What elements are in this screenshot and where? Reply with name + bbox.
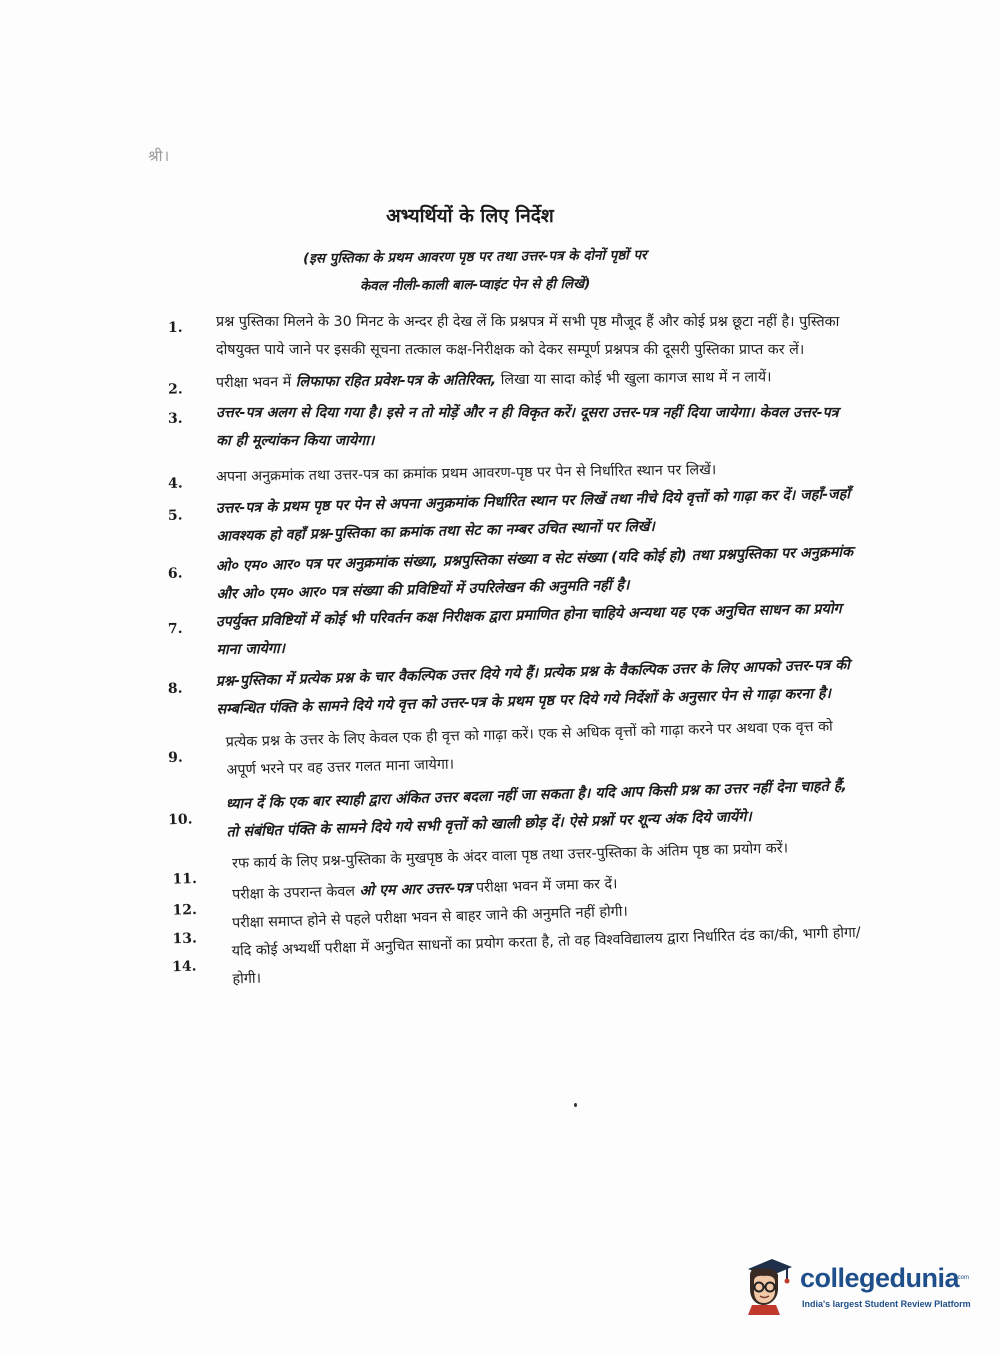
instruction-text-part: परीक्षा के उपरान्त केवल — [231, 883, 360, 903]
brand-tagline: India's largest Student Review Platform — [802, 1299, 971, 1309]
instruction-number: 11. — [172, 870, 198, 888]
instruction-number: 9. — [167, 749, 183, 767]
instruction-item-2 — [168, 362, 858, 397]
instruction-text-part: लिखा या सादा कोई भी खुला कागज साथ में न लायें। — [496, 369, 772, 389]
mascot-icon — [742, 1255, 794, 1315]
ink-speck — [574, 1103, 577, 1107]
brand-name: collegedunia — [800, 1263, 960, 1293]
instruction-text-emphasis: लिफाफा रहित प्रवेश-पत्र के अतिरिक्त, — [295, 372, 497, 391]
instruction-text: उपर्युक्त प्रविष्टियों में कोई भी परिवर्तन कक्ष निरीक्षक द्वारा प्रमाणित होना चाहिये अन्यथा यह एक अनुचित साधन का प्रयोग माना जायेगा। — [215, 601, 842, 659]
instruction-text-emphasis: ओ एम आर उत्तर-पत्र — [359, 880, 472, 900]
instruction-text: परीक्षा समाप्त होने से पहले परीक्षा भवन से बाहर जाने की अनुमति नहीं होगी। — [231, 903, 629, 932]
instruction-text: प्रत्येक प्रश्न के उत्तर के लिए केवल एक ही वृत्त को गाढ़ा करें। एक से अधिक वृत्तों को गाढ़ा करने पर अथवा एक वृत्त को अपूर्ण भरने पर वह उत्तर गलत माना जायेगा। — [225, 718, 833, 779]
instruction-text: प्रश्न पुस्तिका मिलने के 30 मिनट के अन्दर ही देख लें कि प्रश्नपत्र में सभी पृष्ठ मौजूद हैं और कोई प्रश्न छूटा नहीं है। पुस्तिका दोषयुक्त पाये जाने पर इसकी सूचना तत्काल कक्ष-निरीक्षक को देकर सम्पूर्ण प्रश्नपत्र की दूसरी पुस्तिका प्राप्त कर लें। — [216, 314, 840, 358]
instruction-text: ध्यान दें कि एक बार स्याही द्वारा अंकित उत्तर बदला नहीं जा सकता है। यदि आप किसी प्रश्न का उत्तर नहीं देना चाहते हैं, तो संबंधित पंक्ति के सामने दिये गये सभी वृत्तों को खाली छोड़ दें। ऐसे प्रश्नों पर शून्य अंक दिये जायेंगे। — [225, 778, 848, 841]
instruction-number: 4. — [168, 475, 183, 492]
instruction-number: 2. — [167, 381, 183, 398]
instruction-text: ओ० एम० आर० पत्र पर अनुक्रमांक संख्या, प्रश्नपुस्तिका संख्या व सेट संख्या (यदि कोई हो) तथा प्रश्नपुस्तिका पर अनुक्रमांक और ओ० एम० आर० पत्र संख्या की प्रविष्टियों में उपरिलेखन की अनुमति नहीं है। — [215, 544, 854, 603]
subtitle — [215, 240, 736, 301]
instruction-text: उत्तर-पत्र अलग से दिया गया है। इसे न तो मोड़ें और न ही विकृत करें। दूसरा उत्तर-पत्र नहीं दिया जायेगा। केवल उत्तर-पत्र का ही मूल्यांकन किया जायेगा। — [216, 405, 839, 449]
instruction-list — [167, 308, 861, 988]
instruction-text: प्रश्न-पुस्तिका में प्रत्येक प्रश्न के चार वैकल्पिक उत्तर दिये गये हैं। प्रत्येक प्रश्न के वैकल्पिक उत्तर के लिए आपको उत्तर-पत्र की सम्बन्धित पंक्ति के सामने दिये गये वृत्त को उत्तर-पत्र के प्रथम पृष्ठ पर दिये गये निर्देशों के अनुसार पेन से गाढ़ा करना है। — [215, 657, 851, 718]
instruction-text: उत्तर-पत्र के प्रथम पृष्ठ पर पेन से अपना अनुक्रमांक निर्धारित स्थान पर लिखें तथा नीचे दिये वृत्तों को गाढ़ा कर दें। जहाँ-जहाँ आवश्यक हो वहाँ प्रश्न-पुस्तिका का क्रमांक तथा सेट का नम्बर उचित स्थानों पर लिखें। — [215, 486, 851, 545]
instruction-number: 10. — [167, 811, 193, 829]
instruction-item-3 — [168, 399, 858, 455]
instruction-text: रफ कार्य के लिए प्रश्न-पुस्तिका के मुखपृष्ठ के अंदर वाला पृष्ठ तथा उत्तर-पुस्तिका के अंतिम पृष्ठ का प्रयोग करें। — [231, 840, 789, 872]
brand-suffix: .com — [956, 1275, 970, 1281]
instruction-number: 8. — [167, 680, 183, 698]
page-title: अभ्यर्थियों के लिए निर्देश — [386, 205, 554, 227]
instruction-number: 13. — [172, 930, 198, 948]
instruction-text: यदि कोई अभ्यर्थी परीक्षा में अनुचित साधनों का प्रयोग करता है, तो वह विश्वविद्यालय द्वारा निर्धारित दंड का/की, भागी होगा/होगी। — [231, 924, 861, 988]
subtitle-line-1: (इस पुस्तिका के प्रथम आवरण पृष्ठ पर तथा उत्तर-पत्र के दोनों पृष्ठों पर — [302, 247, 647, 267]
instruction-number: 14. — [171, 958, 197, 976]
instruction-text-part: परीक्षा भवन में जमा कर दें। — [471, 876, 618, 897]
margin-mark: श्री। — [148, 147, 171, 165]
instruction-text: अपना अनुक्रमांक तथा उत्तर-पत्र का क्रमांक प्रथम आवरण-पृष्ठ पर पेन से निर्धारित स्थान पर लिखें। — [215, 462, 717, 486]
subtitle-line-2: केवल नीली-काली बाल-प्वाइंट पेन से ही लिखें) — [359, 275, 591, 295]
instruction-number: 7. — [167, 620, 183, 638]
instruction-number: 12. — [172, 901, 198, 919]
instruction-number: 3. — [168, 411, 183, 427]
instruction-text — [216, 369, 772, 391]
instruction-item-1 — [168, 308, 858, 364]
instruction-text-part: परीक्षा भवन में — [215, 374, 296, 392]
instruction-number: 5. — [167, 507, 183, 524]
brand-logo — [742, 1255, 972, 1315]
instruction-number: 1. — [168, 320, 183, 336]
instruction-number: 6. — [167, 565, 183, 582]
